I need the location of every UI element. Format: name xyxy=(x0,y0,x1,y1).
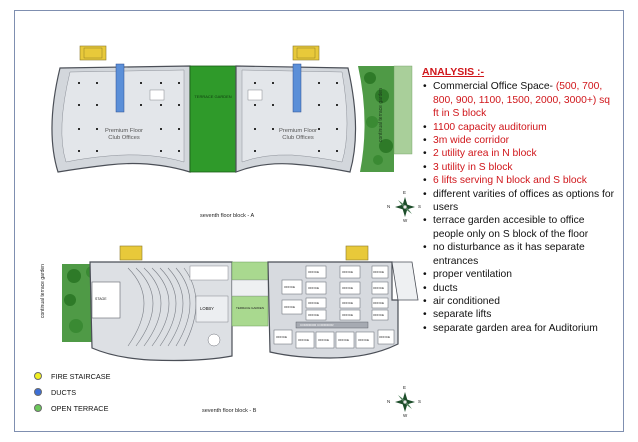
office-label: OFFICE xyxy=(308,313,319,317)
legend-label: OPEN TERRACE xyxy=(51,403,109,413)
plan-b-side-garden-label: continual terrace garden xyxy=(40,264,46,318)
analysis-item: • 2 utility area in N block xyxy=(422,147,618,160)
analysis-item xyxy=(422,80,618,120)
analysis-item: • 3 utility in S block xyxy=(422,161,618,174)
duct-a-left xyxy=(116,64,124,112)
analysis-item: • ducts xyxy=(422,282,618,295)
analysis-item: • air conditioned xyxy=(422,295,618,308)
office-label: OFFICE xyxy=(276,335,287,339)
office-label: OFFICE xyxy=(308,286,319,290)
plan-block-a xyxy=(52,46,412,172)
analysis-list xyxy=(422,80,618,335)
office-label: OFFICE xyxy=(308,270,319,274)
analysis-item: • separate garden area for Auditorium xyxy=(422,322,618,335)
plan-block-b xyxy=(62,246,418,361)
terrace-garden-a xyxy=(190,66,236,172)
compass-b-w: W xyxy=(403,413,408,418)
compass-a-w: W xyxy=(403,218,408,223)
analysis-item: • proper ventilation xyxy=(422,268,618,281)
compass-a-s: S xyxy=(418,204,422,209)
office-label: OFFICE xyxy=(318,338,329,342)
plan-b-stage-label: STAGE xyxy=(95,297,107,301)
office-label: OFFICE xyxy=(373,301,384,305)
office-label: OFFICE xyxy=(338,338,349,342)
duct-a-right xyxy=(293,64,301,112)
analysis-item-text: (500, 700, 800, 900, 1100, 1500, 2000, 3000+) sq ft in S block xyxy=(433,81,611,120)
analysis-item: • 1100 capacity auditorium xyxy=(422,121,618,134)
plan-b-terrace-label: TERRACE GARDEN xyxy=(236,306,265,310)
analysis-title: ANALYSIS :- xyxy=(422,66,485,78)
compass-a-e: E xyxy=(403,190,407,195)
compass-b-n: N xyxy=(387,399,391,404)
plan-a-caption: seventh floor block - A xyxy=(200,213,255,219)
compass-b-e: E xyxy=(403,385,407,390)
legend-label: FIRE STAIRCASE xyxy=(51,371,111,381)
analysis-item: • terrace garden accesible to office people only on S block of the floor xyxy=(422,214,618,241)
plan-a-terrace-label: TERRACE GARDEN xyxy=(194,94,232,99)
compass-b-s: S xyxy=(418,399,422,404)
analysis-item: • 3m wide corridor xyxy=(422,134,618,147)
plan-b-corridor-label: CORRIDOR CORRIDOR xyxy=(300,323,334,327)
compass-a xyxy=(395,197,415,217)
legend-item-fire-staircase xyxy=(34,368,110,384)
analysis-panel xyxy=(422,66,618,335)
office-label: OFFICE xyxy=(342,270,353,274)
plan-a-side-garden-label: continual terrace garden xyxy=(378,88,384,142)
fire-staircase-b-left xyxy=(120,246,142,260)
compass-b xyxy=(395,392,415,412)
fire-staircase-b-right xyxy=(346,246,368,260)
analysis-item-lead: Commercial Office Space- xyxy=(433,81,556,93)
analysis-item: • separate lifts xyxy=(422,308,618,321)
legend-label: DUCTS xyxy=(51,387,77,397)
analysis-item: • different varities of offices as options for users xyxy=(422,188,618,215)
office-label: OFFICE xyxy=(298,338,309,342)
plan-a-left-office-label: Premium Floor Club Offices xyxy=(104,128,143,141)
analysis-item: • no disturbance as it has separate entrances xyxy=(422,241,618,268)
terrace-garden-b xyxy=(232,296,268,326)
plan-a-right-office-label: Premium Floor Club Offices xyxy=(278,128,317,141)
legend xyxy=(34,368,110,416)
office-label: OFFICE xyxy=(308,301,319,305)
office-label: OFFICE xyxy=(342,301,353,305)
office-label: OFFICE xyxy=(358,338,369,342)
office-label: OFFICE xyxy=(342,286,353,290)
office-label: OFFICE xyxy=(284,305,295,309)
plan-b-caption: seventh floor block - B xyxy=(202,408,257,414)
compass-a-n: N xyxy=(387,204,391,209)
office-label: OFFICE xyxy=(379,335,390,339)
office-label: OFFICE xyxy=(373,313,384,317)
office-label: OFFICE xyxy=(373,286,384,290)
legend-item-open-terrace xyxy=(34,400,110,416)
legend-dot-icon xyxy=(34,372,42,380)
analysis-item: • 6 lifts serving N block and S block xyxy=(422,174,618,187)
office-label: OFFICE xyxy=(373,270,384,274)
legend-dot-icon xyxy=(34,388,42,396)
plan-b-lobby-label: LOBBY xyxy=(200,306,214,311)
legend-item-ducts xyxy=(34,384,110,400)
office-label: OFFICE xyxy=(342,313,353,317)
legend-dot-icon xyxy=(34,404,42,412)
office-label: OFFICE xyxy=(284,285,295,289)
